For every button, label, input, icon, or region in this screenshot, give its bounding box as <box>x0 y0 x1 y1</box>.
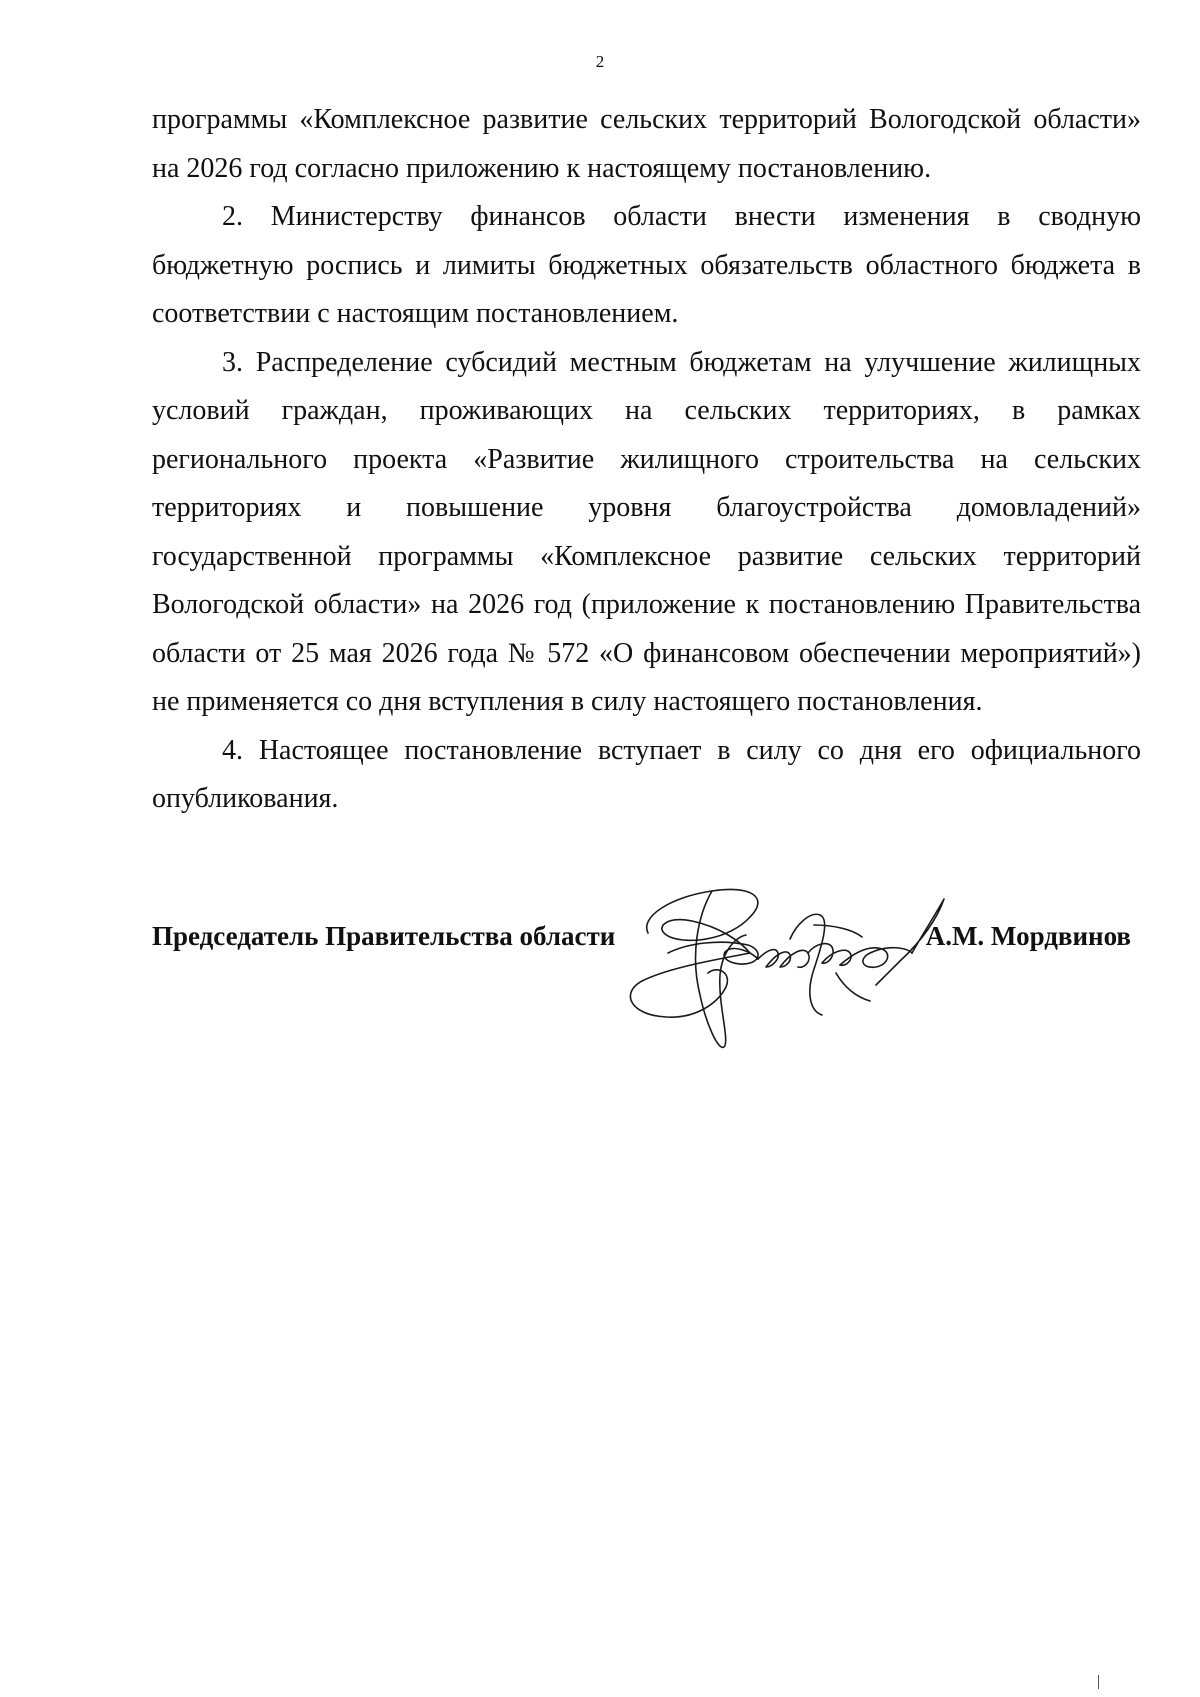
paragraph-item-4: 4. Настоящее постановление вступает в силу со дня его официального опубликования. <box>152 734 1141 814</box>
paragraph-continuation: программы «Комплексное развитие сельских территорий Вологодской области» на 2026 год согласно приложению к настоящему постановлению. <box>152 104 1141 184</box>
page-number: 2 <box>595 52 605 71</box>
signatory-name: А.М. Мордвинов <box>925 921 1131 951</box>
handwritten-signature-icon <box>600 855 960 1055</box>
signatory-title: Председатель Правительства области <box>152 921 616 951</box>
margin-mark <box>1098 1675 1099 1689</box>
paragraph-item-2: 2. Министерству финансов области внести изменения в сводную бюджетную роспись и лимиты бюджетных обязательств областного бюджета в соответствии с настоящим постановлением. <box>152 201 1141 329</box>
paragraph-item-3: 3. Распределение субсидий местным бюджетам на улучшение жилищных условий граждан, проживающих на сельских территориях, в рамках регионального проекта «Развитие жилищного строительства на сельских территориях и повышение уровня благоустройства домовладений» государственной программы «Комплексное развитие сельских территорий Вологодской области» на 2026 год (приложение к постановлению Правительства области от 25 мая 2026 года № 572 «О финансовом обеспечении мероприятий») не применяется со дня вступления в силу настоящего постановления. <box>152 346 1141 717</box>
document-body <box>152 96 1141 824</box>
